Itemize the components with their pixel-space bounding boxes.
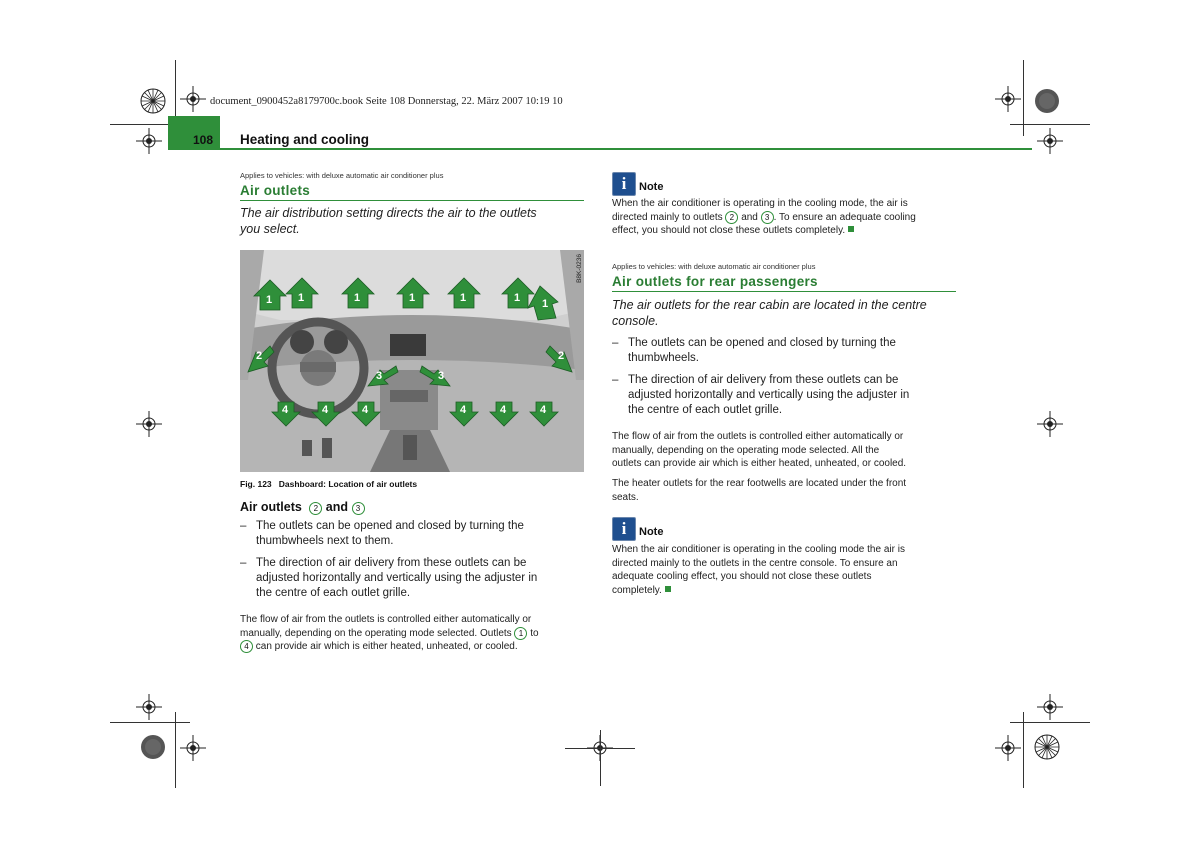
list-item [240, 556, 590, 604]
dashboard-figure [240, 250, 584, 472]
outlet-label: 4 [322, 404, 329, 416]
intro-line: you select. [240, 222, 300, 236]
bullet-line: the centre of each outlet grille. [628, 404, 783, 416]
intro-text [612, 297, 964, 329]
list-item [240, 519, 590, 551]
bullet-line: thumbwheels next to them. [256, 535, 394, 547]
paragraph-line [240, 640, 590, 654]
figure-caption [240, 479, 417, 489]
outlet-label: 1 [514, 292, 521, 304]
paragraph-line: The flow of air from the outlets is controlled either automatically or [240, 614, 532, 625]
note-text-part: . To ensure an adequate cooling [773, 211, 916, 223]
bullet-line: The direction of air delivery from these outlets can be [256, 557, 527, 569]
outlet-callout: 3 [352, 502, 365, 515]
bullet-line: thumbwheels. [628, 352, 699, 364]
paragraph-line: The heater outlets for the rear footwells are located under the front [612, 478, 907, 489]
registration-mark-icon [995, 86, 1021, 112]
note-line [612, 584, 962, 598]
outlet-label: 4 [282, 404, 289, 416]
note-line: directed mainly to the outlets in the centre console. To ensure an [612, 557, 898, 569]
heading-air-outlets: Air outlets [240, 183, 584, 201]
outlet-label: 1 [542, 298, 549, 310]
bullet-line: adjusted horizontally and vertically using the adjuster in [628, 389, 910, 401]
outlet-label: 4 [500, 404, 507, 416]
heading-rear-outlets: Air outlets for rear passengers [612, 274, 956, 292]
bullet-dash: – [612, 337, 619, 349]
outlet-label: 3 [438, 370, 445, 382]
registration-mark-icon [180, 86, 206, 112]
paragraph-line: seats. [612, 491, 639, 503]
note-text-part: directed mainly to outlets [612, 211, 723, 223]
paragraph-text: can provide air which is either heated, unheated, or cooled. [255, 641, 518, 652]
subheading-text: Air outlets [240, 500, 302, 514]
note-label: Note [639, 526, 664, 538]
body-paragraph [612, 430, 962, 471]
paragraph-line: The flow of air from the outlets is controlled either automatically or [612, 431, 904, 442]
outlet-label: 1 [298, 292, 305, 304]
outlet-label: 2 [256, 350, 263, 362]
info-icon: i [612, 517, 636, 541]
bullet-text [256, 519, 524, 549]
outlet-callout: 1 [514, 627, 527, 640]
info-icon: i [612, 172, 636, 196]
paragraph-line [240, 627, 590, 641]
paragraph-text: to [530, 627, 539, 639]
bullet-line: the centre of each outlet grille. [256, 587, 411, 599]
bullet-text [256, 556, 537, 601]
note-text-part: effect, you should not close these outlets completely. [612, 225, 846, 236]
note-line [612, 224, 962, 238]
registration-mark-icon [1037, 128, 1063, 154]
paragraph-line: manually, depending on the operating mode selected. All the [612, 444, 880, 456]
bullet-dash: – [612, 374, 619, 386]
intro-line: The air outlets for the rear cabin are located in the centre [612, 298, 927, 312]
note-line: adequate cooling effect, you should not close these outlets [612, 571, 872, 582]
bullet-line: The outlets can be opened and closed by turning the [256, 520, 524, 532]
header-rule [168, 148, 1032, 150]
airflow-arrows [240, 250, 584, 472]
list-item [612, 336, 962, 368]
note-line: When the air conditioner is operating in the cooling mode, the air is [612, 198, 908, 209]
note-label: Note [639, 181, 664, 193]
note-text-part: and [741, 211, 758, 223]
outlet-label: 4 [460, 404, 467, 416]
figure-code: B8K-0236 [576, 254, 583, 283]
registration-mark-icon [995, 735, 1021, 761]
figure-caption-text: Dashboard: Location of air outlets [278, 479, 418, 489]
paragraph-text: manually, depending on the operating mode selected. Outlets [240, 627, 512, 639]
outlet-label: 1 [460, 292, 467, 304]
crop-mark [600, 730, 601, 786]
outlet-label: 1 [354, 292, 361, 304]
gray-dot-icon [140, 734, 166, 760]
registration-mark-icon [1037, 411, 1063, 437]
outlet-label: 2 [558, 350, 565, 362]
outlet-label: 1 [409, 292, 416, 304]
color-rosette-icon [140, 88, 166, 114]
printer-slug: document_0900452a8179700c.book Seite 108 Donnerstag, 22. März 2007 10:19 10 [210, 96, 563, 107]
subheading-text: and [325, 500, 349, 514]
body-paragraph [240, 613, 590, 654]
outlet-label: 1 [266, 294, 273, 306]
bullet-text [628, 336, 896, 366]
outlet-callout: 3 [761, 211, 774, 224]
outlet-callout: 4 [240, 640, 253, 653]
body-paragraph [612, 477, 962, 504]
registration-mark-icon [136, 128, 162, 154]
note-line [612, 211, 962, 225]
bullet-dash: – [240, 520, 247, 532]
outlet-label: 4 [362, 404, 369, 416]
registration-mark-icon [136, 411, 162, 437]
bullet-line: The direction of air delivery from these outlets can be [628, 374, 899, 386]
applies-note: Applies to vehicles: with deluxe automatic air conditioner plus [612, 262, 816, 271]
note-text [612, 543, 962, 597]
note-text [612, 197, 962, 238]
applies-note: Applies to vehicles: with deluxe automatic air conditioner plus [240, 171, 444, 180]
outlet-callout: 2 [309, 502, 322, 515]
bullet-dash: – [240, 557, 247, 569]
note-line: When the air conditioner is operating in the cooling mode the air is [612, 544, 905, 555]
note-text-part: completely. [612, 584, 662, 596]
registration-mark-icon [1037, 694, 1063, 720]
intro-line: The air distribution setting directs the air to the outlets [240, 206, 537, 220]
outlet-callout: 2 [725, 211, 738, 224]
figure-number: Fig. 123 [240, 479, 272, 489]
gray-dot-icon [1034, 88, 1060, 114]
section-title: Heating and cooling [240, 132, 370, 147]
list-item [612, 373, 962, 421]
end-mark-icon [848, 226, 854, 232]
color-rosette-icon [1034, 734, 1060, 760]
intro-line: console. [612, 314, 659, 328]
outlet-label: 3 [376, 370, 383, 382]
subheading-outlets-2-3 [240, 500, 365, 515]
page-number: 108 [193, 133, 214, 147]
registration-mark-icon [180, 735, 206, 761]
bullet-text [628, 373, 909, 418]
intro-text [240, 205, 590, 237]
outlet-label: 4 [540, 404, 547, 416]
paragraph-line: outlets can provide air which is either heated, unheated, or cooled. [612, 458, 907, 469]
bullet-line: The outlets can be opened and closed by turning the [628, 337, 896, 349]
bullet-line: adjusted horizontally and vertically using the adjuster in [256, 572, 538, 584]
end-mark-icon [665, 586, 671, 592]
registration-mark-icon [136, 694, 162, 720]
